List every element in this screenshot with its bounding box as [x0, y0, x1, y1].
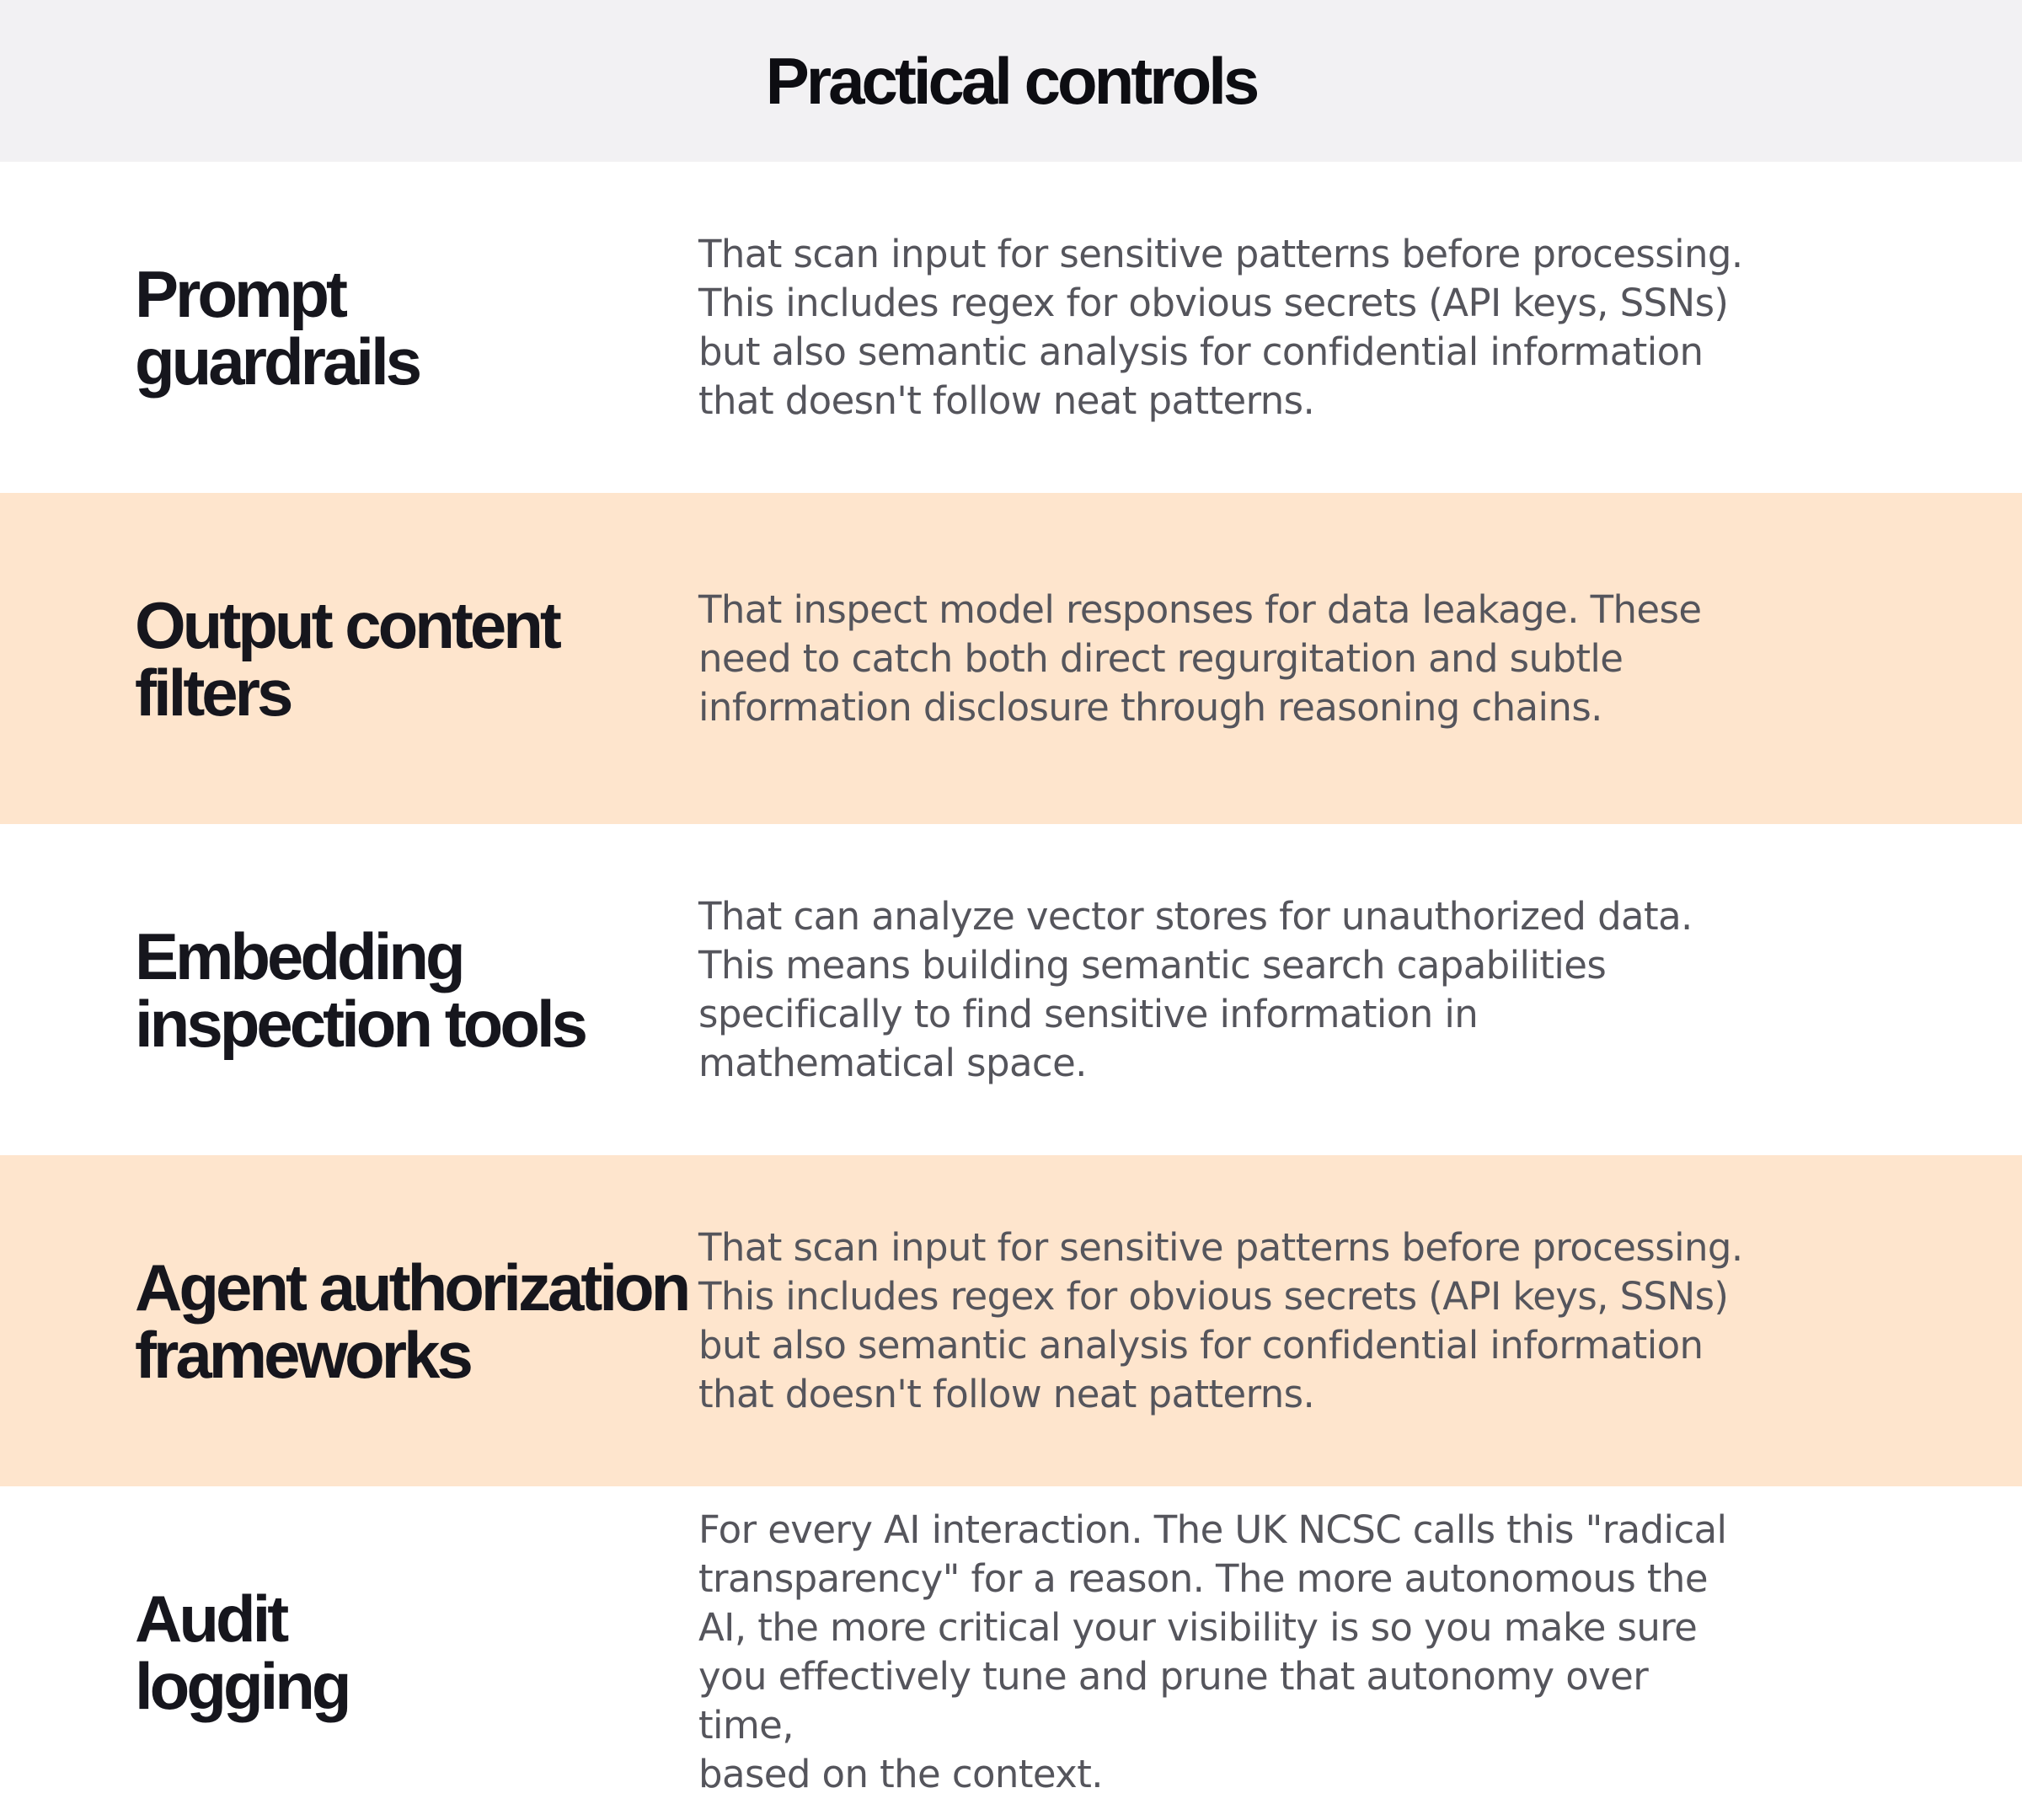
page-title: Practical controls: [765, 43, 1257, 118]
control-description: That scan input for sensitive patterns before processing. This includes regex for obvious secrets (API keys, SSNs) but also semantic analysis for confidential information that doesn't follow neat patterns.: [698, 231, 1743, 423]
control-title: Output content filters: [135, 587, 559, 730]
control-row-prompt-guardrails: [0, 162, 2022, 493]
control-row-agent-authorization-frameworks: [0, 1155, 2022, 1486]
control-description: That scan input for sensitive patterns before processing. This includes regex for obvious secrets (API keys, SSNs) but also semantic analysis for confidential information that doesn't follow neat patterns.: [698, 1224, 1743, 1416]
control-description: For every AI interaction. The UK NCSC calls this "radical transparency" for a reason. The more autonomous the AI, the more critical your visibility is so you make sure you effectively tune and prune that autonomy over time, based on the context.: [698, 1507, 1727, 1796]
control-title: Audit logging: [135, 1581, 349, 1723]
control-row-audit-logging: [0, 1486, 2022, 1817]
control-description: That can analyze vector stores for unauthorized data. This means building semantic search capabilities specifically to find sensitive information in mathematical space.: [698, 893, 1693, 1085]
control-title: Embedding inspection tools: [135, 918, 586, 1061]
control-title: Agent authorization frameworks: [135, 1250, 688, 1392]
control-row-embedding-inspection-tools: [0, 824, 2022, 1155]
control-description: That inspect model responses for data leakage. These need to catch both direct regurgitation and subtle information disclosure through reasoning chains.: [698, 586, 1702, 730]
header-banner: [0, 0, 2022, 162]
control-row-output-content-filters: [0, 493, 2022, 824]
control-title: Prompt guardrails: [135, 256, 420, 399]
